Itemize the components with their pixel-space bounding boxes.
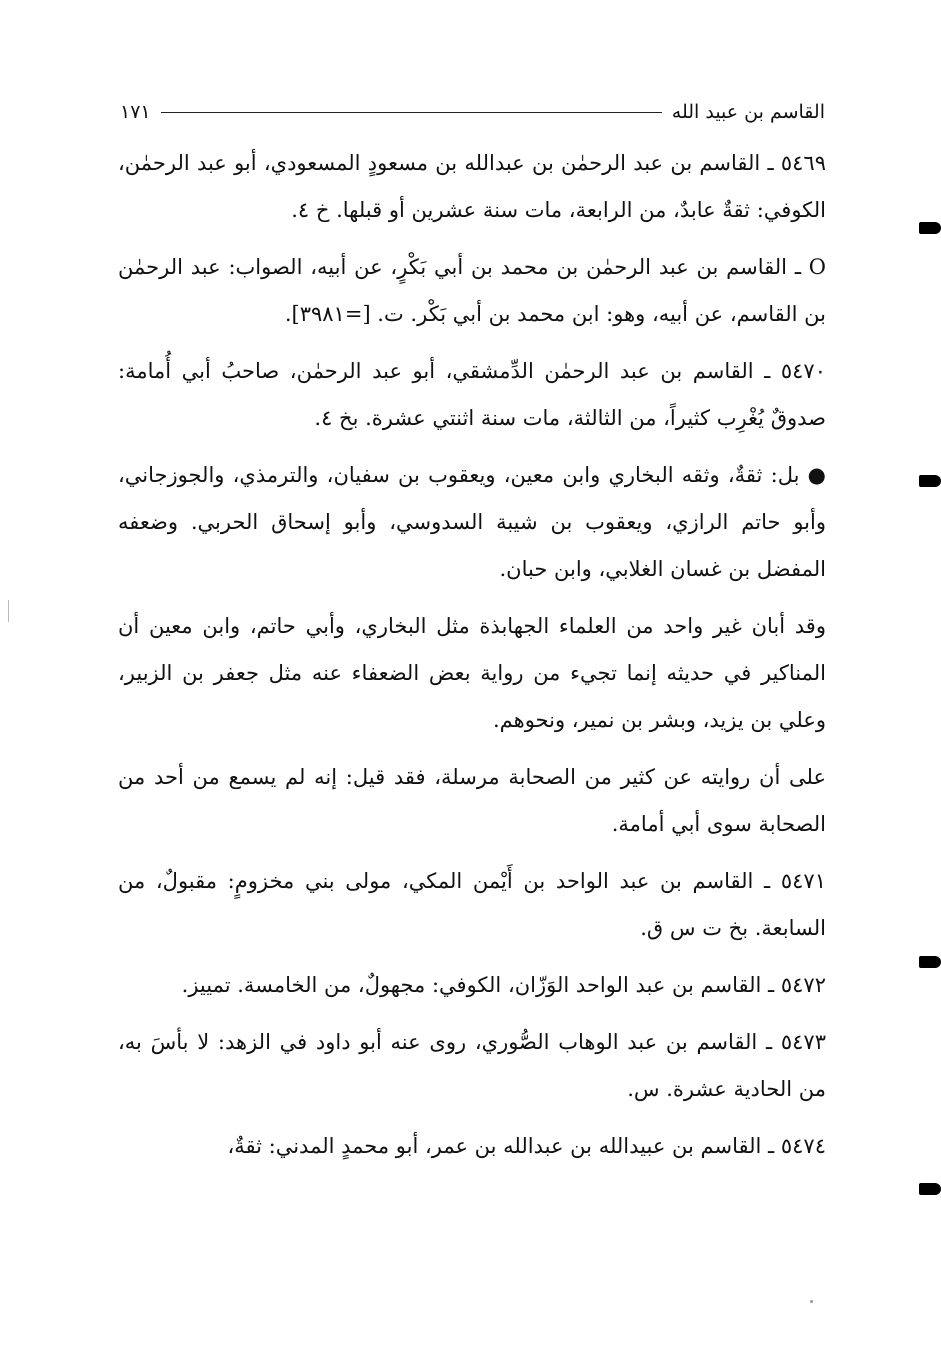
margin-tab [919, 222, 941, 234]
margin-tab [919, 956, 941, 968]
running-header [120, 96, 825, 128]
note-paragraph: وقد أبان غير واحد من العلماء الجهابذة مثل البخاري، وأبي حاتم، وابن معين أن المناكير في حديثه إنما تجيء من رواية بعض الضعفاء عنه مثل جعفر بن الزبير، وعلي بن يزيد، وبشر بن نمير، ونحوهم. [118, 614, 826, 732]
entry-5471: ٥٤٧١ ـ القاسم بن عبد الواحد بن أَيْمن المكي، مولى بني مخزومٍ: مقبولٌ، من السابعة. بخ ت س ق. [118, 869, 826, 940]
entry-5470: ٥٤٧٠ ـ القاسم بن عبد الرحمٰن الدِّمشقي، أبو عبد الرحمٰن، صاحبُ أبي أُمامة: صدوقٌ يُغْرِب كثيراً، من الثالثة، مات سنة اثنتي عشرة. بخ ٤. [118, 359, 826, 430]
entry-5474: ٥٤٧٤ ـ القاسم بن عبيدالله بن عبدالله بن عمر، أبو محمدٍ المدني: ثقةٌ، [227, 1134, 826, 1158]
page-body [118, 140, 826, 1180]
note-paragraph: ● بل: ثقةٌ، وثقه البخاري وابن معين، ويعقوب بن سفيان، والترمذي، والجوزجاني، وأبو حاتم الرازي، ويعقوب بن شيبة السدوسي، وأبو إسحاق الحربي. وضعفه المفضل بن غسان الغلابي، وابن حبان. [118, 463, 826, 581]
entry-5469: ٥٤٦٩ ـ القاسم بن عبد الرحمٰن بن عبدالله بن مسعودٍ المسعودي، أبو عبد الرحمٰن، الكوفي: ثقةٌ عابدٌ، من الرابعة، مات سنة عشرين أو قبلها. خ ٤. [118, 151, 826, 222]
entry-5472: ٥٤٧٢ ـ القاسم بن عبد الواحد الوَزّان، الكوفي: مجهولٌ، من الخامسة. تمييز. [181, 973, 826, 997]
entry-5473: ٥٤٧٣ ـ القاسم بن عبد الوهاب الصُّوري، روى عنه أبو داود في الزهد: لا بأسَ به، من الحادية عشرة. س. [118, 1030, 826, 1101]
scan-speck [810, 1300, 813, 1303]
running-title: القاسم بن عبيد الله [671, 101, 825, 123]
page-number: ١٧١ [120, 101, 151, 123]
margin-tab [919, 1183, 941, 1195]
note-paragraph: على أن روايته عن كثير من الصحابة مرسلة، فقد قيل: إنه لم يسمع من أحد من الصحابة سوى أبي أمامة. [118, 765, 826, 836]
scan-artifact [8, 600, 9, 622]
margin-tab [919, 475, 941, 487]
entry-correction: O ـ القاسم بن عبد الرحمٰن بن محمد بن أبي بَكْرٍ، عن أبيه، الصواب: عبد الرحمٰن بن القاسم، عن أبيه، وهو: ابن محمد بن أبي بَكْر. ت. [=٣٩٨١]. [118, 255, 826, 326]
header-rule [161, 112, 662, 113]
